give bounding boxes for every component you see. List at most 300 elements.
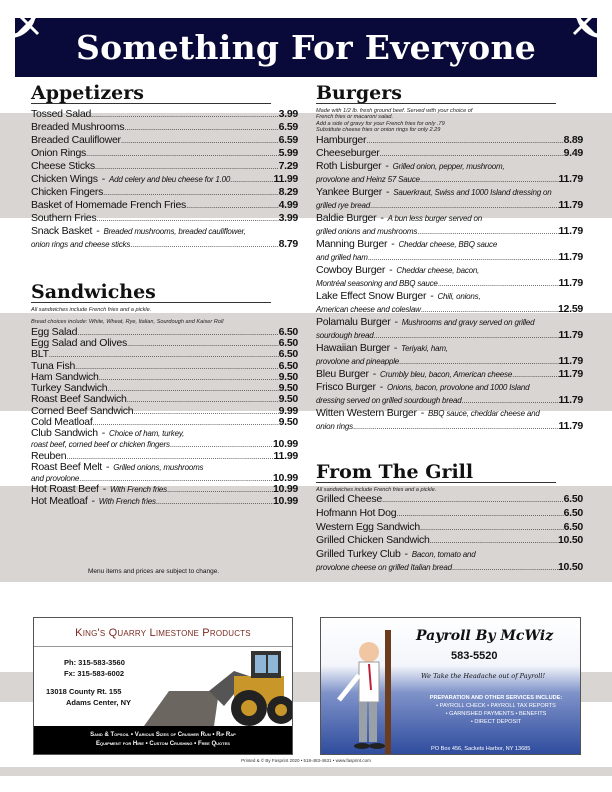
menu-item-line	[316, 329, 583, 342]
menu-item-line	[316, 548, 583, 562]
item-description: Teriyaki, ham,	[401, 343, 448, 353]
menu-item	[316, 264, 583, 290]
menu-item-line	[31, 326, 298, 337]
ad-fax: Fx: 315-583-6002	[64, 669, 125, 678]
dot-leader	[124, 123, 278, 132]
band	[0, 767, 612, 776]
item-price: 11.79	[558, 276, 583, 289]
item-price: 9.50	[278, 415, 298, 428]
section-burgers	[316, 83, 583, 433]
menu-item	[31, 212, 298, 225]
item-name: Onion Rings	[31, 147, 87, 159]
menu-item	[316, 342, 583, 368]
item-name: Lake Effect Snow Burger	[316, 289, 427, 302]
menu-item-line	[31, 147, 298, 160]
dot-leader	[461, 396, 558, 405]
dot-leader	[170, 440, 273, 449]
item-price: 11.79	[558, 393, 583, 406]
section-title: Burgers	[316, 83, 556, 104]
item-description: A bun less burger served on	[387, 213, 482, 223]
menu-item-line	[31, 472, 298, 483]
separator: -	[386, 185, 390, 198]
item-price: 6.50	[563, 520, 583, 533]
menu-item	[316, 316, 583, 342]
item-description-continued: Montréal seasoning and BBQ sauce	[316, 278, 438, 288]
item-name: Yankee Burger	[316, 185, 383, 198]
dot-leader	[66, 452, 273, 461]
page-title: Something For Everyone	[75, 28, 537, 67]
ad-address: PO Box 456, Sackets Harbor, NY 13685	[431, 746, 531, 752]
ad-phone: 583-5520	[451, 650, 498, 662]
item-description: BBQ sauce, cheddar cheese and	[428, 408, 540, 418]
dot-leader	[396, 509, 563, 518]
dot-leader	[370, 201, 559, 210]
menu-item-line	[31, 337, 298, 348]
dot-leader	[420, 523, 564, 532]
menu-item-line	[31, 461, 298, 472]
item-description: Onions, bacon, provolone and 1000 Island	[387, 382, 530, 392]
item-name: Chicken Fingers	[31, 186, 104, 198]
item-description: With French fries	[109, 485, 167, 495]
separator: -	[385, 159, 389, 172]
menu-item-line	[316, 290, 583, 303]
ad-title: King's Quarry Limestone Products	[75, 627, 251, 639]
menu-item	[31, 416, 298, 427]
menu-item	[316, 521, 583, 535]
menu-item-line	[31, 416, 298, 427]
section-appetizers	[31, 83, 298, 251]
item-name: Chicken Wings	[31, 173, 98, 185]
item-name: Basket of Homemade French Fries	[31, 199, 187, 211]
menu-item-line	[316, 212, 583, 225]
menu-item	[316, 147, 583, 160]
separator: -	[420, 406, 425, 419]
menu-item	[31, 348, 298, 359]
item-description: Cheddar cheese, bacon,	[396, 265, 480, 275]
item-name: Witten Western Burger	[316, 406, 417, 419]
menu-item-line	[316, 420, 583, 433]
item-price: 11.99	[273, 173, 298, 185]
separator: -	[101, 427, 106, 440]
menu-item-line	[316, 225, 583, 238]
dot-leader	[91, 110, 279, 119]
item-name: Hofmann Hot Dog	[316, 507, 397, 519]
dot-leader	[133, 407, 278, 416]
dot-leader	[127, 339, 279, 348]
item-name: Hamburger	[316, 133, 367, 146]
item-price: 9.99	[278, 404, 298, 417]
menu-item	[31, 382, 298, 393]
dot-leader	[399, 357, 559, 366]
menu-item-line	[31, 393, 298, 404]
ad-service-line: • GARNISHED PAYMENTS • BENEFITS	[445, 711, 547, 717]
item-price: 11.79	[558, 354, 583, 367]
item-description-continued: provolone and Heinz 57 Sauce	[316, 174, 420, 184]
menu-item-line	[316, 534, 583, 548]
section-note: Add a side of gravy for your French fries for only .79	[316, 120, 445, 127]
menu-item	[31, 483, 298, 494]
menu-item-line	[316, 316, 583, 329]
menu-item	[31, 186, 298, 199]
menu-item	[316, 212, 583, 238]
dot-leader	[366, 136, 563, 145]
menu-item-line	[31, 405, 298, 416]
menu-item	[316, 368, 583, 381]
section-title: Sandwiches	[31, 282, 271, 303]
menu-item	[31, 147, 298, 160]
item-name: Egg Salad	[31, 325, 78, 338]
menu-item-line	[31, 495, 298, 506]
item-name: Reuben	[31, 449, 67, 462]
menu-item-line	[31, 483, 298, 494]
menu-item-line	[31, 108, 298, 121]
section-notes	[316, 108, 583, 134]
item-description: Sauerkraut, Swiss and 1000 Island dressing on	[393, 187, 552, 197]
item-name: Tuna Fish	[31, 359, 76, 372]
item-price: 10.99	[272, 483, 298, 496]
separator: -	[96, 225, 100, 237]
item-price: 11.79	[558, 367, 583, 380]
item-price: 6.50	[563, 493, 583, 506]
section-note: French fries or macaroni salad.	[316, 114, 394, 121]
item-price: 3.99	[278, 108, 298, 120]
item-description-continued: grilled rye bread	[316, 200, 370, 210]
separator: -	[102, 483, 106, 496]
menu-item-line	[31, 134, 298, 147]
item-name: Frisco Burger	[316, 380, 376, 393]
dot-leader	[512, 370, 558, 379]
dot-leader	[230, 175, 273, 184]
menu-item-line	[31, 450, 298, 461]
ad-payroll-mcwiz	[320, 617, 581, 755]
item-price: 10.99	[272, 472, 298, 485]
separator: -	[91, 494, 95, 507]
dot-leader	[368, 253, 559, 262]
item-price: 4.99	[278, 199, 298, 211]
menu-item-line	[316, 368, 583, 381]
separator: -	[404, 547, 408, 560]
item-name: Grilled Cheese	[316, 493, 382, 506]
item-price: 11.79	[558, 224, 583, 237]
menu-item-line	[316, 303, 583, 316]
dot-leader	[417, 227, 558, 236]
item-description: Mushrooms and gravy served on grilled	[401, 317, 535, 327]
cartoon-man-image	[329, 630, 399, 754]
menu-item-line	[316, 238, 583, 251]
item-name: Breaded Mushrooms	[31, 121, 125, 133]
dot-leader	[121, 136, 279, 145]
item-name: Baldie Burger	[316, 211, 377, 224]
ship-wheel-ornament-icon	[8, 10, 48, 40]
ad-services-line: Sand & Topsoil • Various Sizes of Crusher Run • Rip Rap	[90, 732, 236, 738]
item-price: 3.99	[278, 212, 298, 224]
menu-item-line	[31, 186, 298, 199]
ad-services	[416, 694, 576, 726]
dot-leader	[130, 240, 278, 249]
item-price: 9.50	[278, 382, 298, 395]
dot-leader	[75, 362, 279, 371]
menu-item	[316, 238, 583, 264]
section-notes	[31, 307, 298, 326]
item-price: 6.50	[278, 337, 298, 350]
item-name: Grilled Turkey Club	[316, 547, 401, 560]
item-description-continued: grilled onions and mushrooms	[316, 226, 418, 236]
item-price: 10.50	[557, 534, 583, 547]
item-description: Grilled onion, pepper, mushroom,	[392, 161, 505, 171]
separator: -	[391, 237, 395, 250]
separator: -	[372, 367, 376, 380]
item-description: Crumbly bleu, bacon, American cheese	[379, 369, 513, 379]
item-description: With French fries	[98, 496, 156, 506]
menu-item-line	[316, 173, 583, 186]
item-name: Tossed Salad	[31, 108, 92, 120]
section-note: All sandwiches include French fries and a pickle.	[316, 487, 437, 493]
item-price: 10.99	[272, 494, 298, 507]
item-name: Bleu Burger	[316, 367, 369, 380]
menu-item-line	[316, 264, 583, 277]
item-price: 6.50	[278, 348, 298, 361]
menu-item-line	[316, 381, 583, 394]
item-price: 8.89	[563, 133, 583, 146]
ad-services-bar	[34, 726, 292, 754]
item-price: 9.50	[278, 370, 298, 383]
separator: -	[379, 380, 384, 393]
item-price: 10.99	[272, 438, 298, 451]
dot-leader	[107, 384, 278, 393]
menu-item-line	[316, 561, 583, 575]
item-name: BLT	[31, 348, 49, 361]
ad-kings-quarry	[33, 617, 293, 755]
section-note: All sandwiches include French fries and a pickle.	[31, 307, 152, 313]
item-name: Manning Burger	[316, 237, 388, 250]
dot-leader	[353, 422, 559, 431]
menu-item	[31, 450, 298, 461]
item-name: Cowboy Burger	[316, 263, 386, 276]
item-name: Grilled Chicken Sandwich	[316, 534, 430, 547]
dot-leader	[77, 328, 278, 337]
menu-item-line	[31, 348, 298, 359]
item-name: Cold Meatloaf	[31, 415, 93, 428]
menu-item-line	[31, 199, 298, 212]
item-description-continued: roast beef, corned beef or chicken fingers	[31, 440, 170, 450]
item-price: 6.59	[278, 121, 298, 133]
section-title: Appetizers	[31, 83, 271, 104]
section-note: Bread choices include: White, Wheat, Rye, Italian, Sourdough and Kaiser Roll	[31, 319, 224, 326]
menu-item-line	[31, 360, 298, 371]
menu-disclaimer: Menu items and prices are subject to change.	[88, 568, 220, 575]
item-name: Egg Salad and Olives	[31, 337, 127, 350]
menu-item	[31, 199, 298, 212]
wheel-loader-image	[139, 646, 293, 731]
menu-item	[31, 461, 298, 484]
item-price: 5.99	[278, 147, 298, 159]
menu-item-line	[316, 147, 583, 160]
menu-item-line	[316, 251, 583, 264]
item-description: Grilled onions, mushrooms	[113, 462, 204, 472]
item-description-continued: sourdough bread	[316, 330, 374, 340]
menu-item	[31, 225, 298, 251]
item-name: Corned Beef Sandwich	[31, 404, 134, 417]
item-price: 11.79	[558, 172, 583, 185]
ad-services-line: Equipment for Hire • Custom Crushing • Free Quotes	[96, 741, 230, 747]
dot-leader	[86, 149, 279, 158]
menu-item-line	[316, 521, 583, 535]
menu-item	[316, 534, 583, 548]
dot-leader	[430, 536, 558, 545]
menu-item-line	[31, 438, 298, 449]
item-name: Southern Fries	[31, 212, 97, 224]
printer-credit: Printed & © By Fasprint 2020 • 518-483-4631 • www.fasprint.com	[241, 758, 371, 763]
menu-item	[31, 108, 298, 121]
separator: -	[430, 289, 434, 302]
item-name: Hot Meatloaf	[31, 494, 88, 507]
item-price: 6.59	[278, 134, 298, 146]
separator: -	[101, 173, 106, 185]
menu-item-line	[316, 134, 583, 147]
separator: -	[105, 460, 110, 473]
dot-leader	[421, 305, 558, 314]
separator: -	[393, 341, 398, 354]
menu-item-line	[316, 342, 583, 355]
menu-item-line	[316, 186, 583, 199]
item-description-continued: and grilled ham	[316, 252, 368, 262]
item-description: Cheddar cheese, BBQ sauce	[398, 239, 498, 249]
item-price: 11.79	[558, 328, 583, 341]
item-description-continued: onion rings	[316, 421, 353, 431]
separator: -	[380, 211, 384, 224]
item-name: Ham Sandwich	[31, 370, 99, 383]
item-description: Bacon, tomato and	[411, 549, 476, 559]
menu-item	[316, 493, 583, 507]
item-name: Snack Basket	[31, 225, 93, 237]
menu-item	[31, 173, 298, 186]
item-description: Chili, onions,	[437, 291, 481, 301]
item-description-continued: American cheese and coleslaw	[316, 304, 421, 314]
item-description: Add celery and bleu cheese for 1.00	[109, 175, 231, 184]
dot-leader	[438, 279, 559, 288]
item-description-continued: onion rings and cheese sticks	[31, 240, 131, 249]
item-price: 9.49	[563, 146, 583, 159]
dot-leader	[96, 214, 278, 223]
menu-item-line	[31, 225, 298, 238]
item-price: 9.50	[278, 393, 298, 406]
menu-item	[316, 548, 583, 575]
dot-leader	[103, 188, 278, 197]
item-price: 12.59	[557, 302, 583, 315]
dot-leader	[167, 485, 273, 494]
menu-item	[31, 160, 298, 173]
section-note: Made with 1/2 lb. fresh ground beef. Served with your choice of	[316, 108, 473, 114]
item-name: Hawaiian Burger	[316, 341, 390, 354]
menu-item-line	[31, 160, 298, 173]
ad-tagline: We Take the Headache out of Payroll!	[421, 672, 546, 680]
dot-leader	[382, 495, 564, 504]
menu-item	[31, 360, 298, 371]
item-description-continued: provolone and pineapple	[316, 356, 400, 366]
dot-leader	[95, 162, 279, 171]
menu-item-line	[316, 199, 583, 212]
section-note: Substitute cheese fries or onion rings for only 2.29	[316, 127, 441, 134]
menu-item	[31, 121, 298, 134]
item-name: Roast Beef Sandwich	[31, 393, 127, 406]
section-from-the-grill	[316, 462, 583, 575]
menu-item-line	[316, 507, 583, 521]
menu-item	[316, 134, 583, 147]
dot-leader	[420, 175, 559, 184]
ad-address: 13018 County Rt. 155	[46, 687, 122, 696]
item-name: Hot Roast Beef	[31, 483, 99, 496]
menu-item-line	[316, 394, 583, 407]
item-price: 6.50	[563, 507, 583, 519]
menu-item	[31, 326, 298, 337]
menu-item-line	[31, 212, 298, 225]
separator: -	[389, 263, 393, 276]
menu-item	[316, 160, 583, 186]
item-description-continued: provolone cheese on grilled Italian bread	[316, 563, 452, 573]
dot-leader	[93, 418, 279, 427]
ad-services-header: PREPARATION AND OTHER SERVICES INCLUDE:	[429, 695, 563, 701]
header-banner	[15, 18, 597, 77]
ad-service-line: • PAYROLL CHECK • PAYROLL TAX REPORTS	[436, 703, 556, 709]
item-name: Turkey Sandwich	[31, 382, 108, 395]
item-price: 6.50	[278, 325, 298, 338]
item-name: Western Egg Sandwich	[316, 520, 420, 533]
item-price: 7.29	[278, 160, 298, 172]
section-title: From The Grill	[316, 462, 556, 483]
dot-leader	[452, 563, 558, 572]
menu-item-line	[31, 382, 298, 393]
dot-leader	[79, 474, 273, 483]
menu-item	[31, 134, 298, 147]
item-description-continued: dressing served on grilled sourdough bread	[316, 395, 462, 405]
ad-phone: Ph: 315-583-3560	[64, 658, 125, 667]
ad-title: Payroll By McWiz	[416, 628, 554, 644]
dot-leader	[127, 395, 279, 404]
menu-item	[316, 186, 583, 212]
menu-item-line	[31, 371, 298, 382]
item-name: Breaded Cauliflower	[31, 134, 121, 146]
menu-item	[316, 290, 583, 316]
item-name: Roast Beef Melt	[31, 460, 102, 473]
menu-item	[31, 393, 298, 404]
menu-item-line	[316, 277, 583, 290]
item-name: Polamalu Burger	[316, 315, 391, 328]
menu-item-line	[31, 427, 298, 438]
menu-item	[31, 371, 298, 382]
item-description-continued: and provolone	[31, 474, 80, 484]
dot-leader	[374, 331, 559, 340]
item-price: 6.50	[278, 359, 298, 372]
item-name: Roth Lisburger	[316, 159, 382, 172]
menu-item-line	[316, 407, 583, 420]
dot-leader	[156, 497, 273, 506]
menu-item-line	[31, 238, 298, 251]
item-price: 11.99	[273, 449, 298, 462]
menu-item-line	[316, 355, 583, 368]
separator: -	[394, 315, 398, 328]
item-price: 10.50	[557, 561, 583, 574]
item-name: Cheeseburger	[316, 146, 380, 159]
dot-leader	[186, 201, 279, 210]
item-name: Club Sandwich	[31, 427, 98, 440]
dot-leader	[380, 149, 564, 158]
menu-item-line	[31, 173, 298, 186]
menu-item	[316, 407, 583, 433]
item-name: Cheese Sticks	[31, 160, 95, 172]
menu-item	[31, 405, 298, 416]
ship-wheel-ornament-icon	[564, 10, 604, 40]
section-sandwiches	[31, 282, 298, 506]
